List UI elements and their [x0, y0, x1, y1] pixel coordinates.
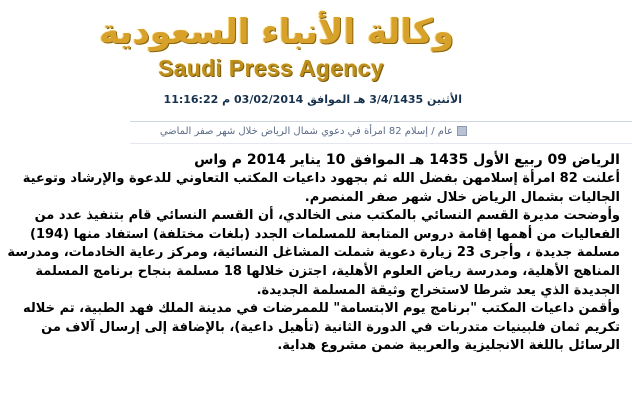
divider: [130, 143, 632, 144]
breadcrumb: [160, 126, 467, 137]
masthead: [0, 0, 632, 115]
bullet-icon: [457, 126, 467, 136]
article-paragraph: وأوضحت مديرة القسم النسائي بالمكتب منى الخالدي، أن القسم النسائي قام بتنفيذ عدد من الفعاليات من أهمها إقامة دروس المتابعة للمسلمات الجدد (بلغات مختلفة) استفاد منها (194) مسلمة جديدة ، وأجرى 23 زيارة دعوية شملت المشاغل النسائية، ومركز رعاية الخادمات، ومدرسة المناهج الأهلية، ومدرسة رياض العلوم الأهلية، اجتزن خلالها 18 مسلمة بنجاح برنامج المسلمة الجديدة الذي يعد شرطا لاستخراج وثيقة المسلمة الجديدة.: [7, 208, 620, 298]
brand-english-logo: Saudi Press Agency: [158, 55, 384, 81]
article-paragraph: أعلنت 82 امرأة إسلامهن بفضل الله ثم بجهود داعيات المكتب التعاوني للدعوة والإرشاد وتوعية الجاليات بشمال الرياض خلال شهر صفر المنصرم.: [22, 171, 620, 205]
article-body: [0, 150, 620, 356]
dateline: الأثنين 3/4/1435 هـ الموافق 03/02/2014 م 11:16:22: [163, 93, 462, 106]
breadcrumb-text[interactable]: عام / إسلام 82 امرأة في دعوي شمال الرياض خلال شهر صفر الماضي: [159, 126, 453, 137]
article-lead: الرياض 09 ربيع الأول 1435 هـ الموافق 10 يناير 2014 م واس: [194, 152, 620, 168]
brand-arabic-logo: وكالة الأنباء السعودية: [99, 12, 454, 52]
article-paragraph: وأقمن داعيات المكتب "برنامج يوم الابتسامة" للممرضات في مدينة الملك فهد الطبية، تم خلاله تكريم ثمان فلبينيات متدربات في الدورة الثانية (تأهيل داعية)، بالإضافة إلى إرسال آلاف من الرسائل باللغة الانجليزية والعربية ضمن مشروع هداية.: [23, 301, 620, 354]
divider: [130, 121, 632, 122]
